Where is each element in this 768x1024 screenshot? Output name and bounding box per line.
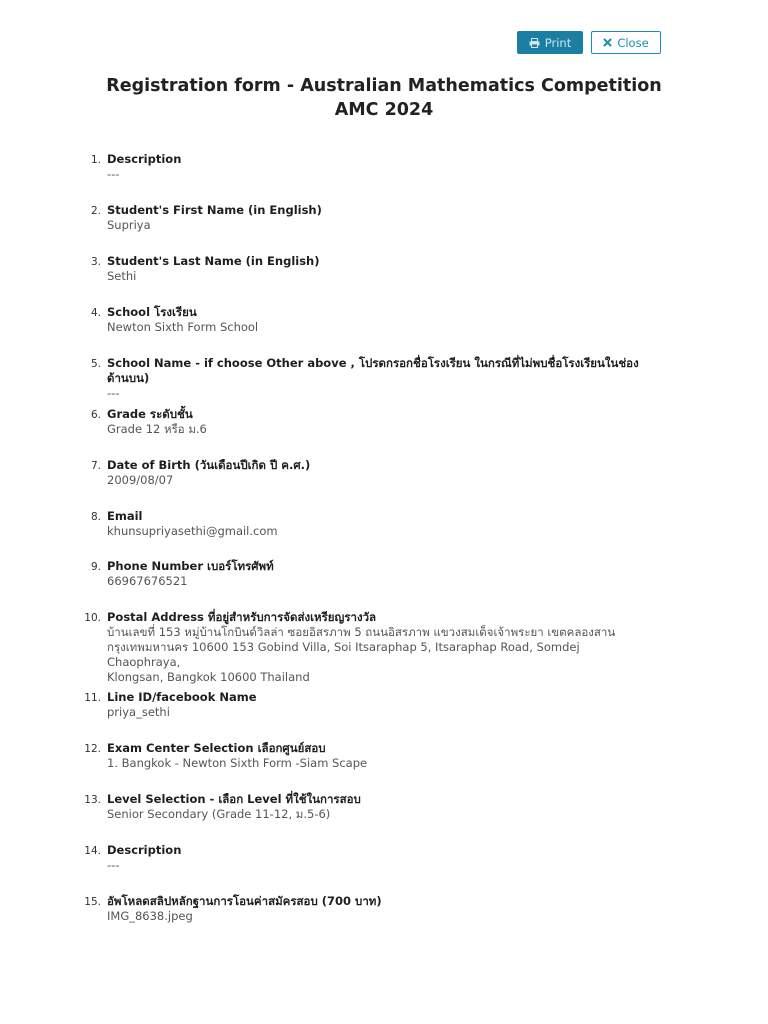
field-item <box>82 203 642 233</box>
field-value: priya_sethi <box>107 705 170 719</box>
field-value: khunsupriyasethi@gmail.com <box>107 524 278 538</box>
field-item <box>82 843 642 873</box>
field-value: Grade 12 หรือ ม.6 <box>107 422 207 436</box>
field-content <box>107 894 642 924</box>
field-content <box>107 458 642 488</box>
field-content <box>107 792 642 822</box>
field-item <box>82 356 642 401</box>
field-label: Grade ระดับชั้น <box>107 407 193 421</box>
field-item <box>82 509 642 539</box>
field-value: --- <box>107 386 120 400</box>
field-value: Supriya <box>107 218 151 232</box>
field-label: Description <box>107 843 182 857</box>
field-label: Line ID/facebook Name <box>107 690 257 704</box>
field-content <box>107 203 642 233</box>
field-value: 2009/08/07 <box>107 473 174 487</box>
field-item <box>82 254 642 284</box>
close-icon <box>603 38 612 47</box>
field-number: 12. <box>84 743 101 755</box>
field-content <box>107 356 642 401</box>
page-title <box>0 74 768 122</box>
field-item <box>82 305 642 335</box>
field-number: 6. <box>90 409 101 421</box>
field-item <box>82 690 642 720</box>
field-value: --- <box>107 167 120 181</box>
field-value: บ้านเลขที่ 153 หมู่บ้านโกบินด์วิลล่า ซอยอิสรภาพ 5 ถนนอิสรภาพ แขวงสมเด็จเจ้าพระยา เขตคลองสาน กรุงเทพมหานคร 10600 153 Gobind Villa, Soi Itsaraphap 5, Itsaraphap Road, Somdej Chaophraya, Klongsan, Bangkok 10600 Thailand <box>107 625 616 684</box>
field-item <box>82 741 642 771</box>
field-number: 3. <box>90 256 101 268</box>
field-number: 15. <box>84 896 101 908</box>
field-value: Sethi <box>107 269 137 283</box>
toolbar <box>517 31 661 54</box>
field-content <box>107 559 642 589</box>
field-label: Postal Address ที่อยู่สำหรับการจัดส่งเหรียญรางวัล <box>107 610 377 624</box>
field-number: 13. <box>84 794 101 806</box>
field-item <box>82 610 642 685</box>
field-number: 2. <box>90 205 101 217</box>
field-number: 14. <box>84 845 101 857</box>
field-label: Student's Last Name (in English) <box>107 254 320 268</box>
field-value: 66967676521 <box>107 574 188 588</box>
field-label: School Name - if choose Other above , โปรดกรอกชื่อโรงเรียน ในกรณีที่ไม่พบชื่อโรงเรียนในช่องด้านบน) <box>107 356 639 385</box>
field-label: Student's First Name (in English) <box>107 203 322 217</box>
field-label: Date of Birth (วันเดือนปีเกิด ปี ค.ศ.) <box>107 458 311 472</box>
field-number: 9. <box>90 561 101 573</box>
printer-icon <box>529 38 540 48</box>
field-label: Email <box>107 509 143 523</box>
field-label: Phone Number เบอร์โทรศัพท์ <box>107 559 274 573</box>
field-label: อัพโหลดสลิปหลักฐานการโอนค่าสมัครสอบ (700 บาท) <box>107 894 382 908</box>
field-number: 4. <box>90 307 101 319</box>
field-content <box>107 509 642 539</box>
field-item <box>82 792 642 822</box>
field-value: Newton Sixth Form School <box>107 320 259 334</box>
field-value: --- <box>107 858 120 872</box>
field-value: Senior Secondary (Grade 11-12, ม.5-6) <box>107 807 331 821</box>
field-number: 1. <box>90 154 101 166</box>
field-content <box>107 610 642 685</box>
field-label: School โรงเรียน <box>107 305 197 319</box>
page-title-line2: AMC 2024 <box>334 100 434 120</box>
field-item <box>82 407 642 437</box>
field-content <box>107 741 642 771</box>
page-title-line1: Registration form - Australian Mathematics Competition <box>106 76 662 96</box>
field-item <box>82 894 642 924</box>
field-label: Level Selection - เลือก Level ที่ใช้ในการสอบ <box>107 792 361 806</box>
field-item <box>82 559 642 589</box>
close-label: Close <box>617 35 649 50</box>
field-item <box>82 152 642 182</box>
field-content <box>107 843 642 873</box>
field-label: Exam Center Selection เลือกศูนย์สอบ <box>107 741 326 755</box>
field-number: 11. <box>84 692 101 704</box>
field-label: Description <box>107 152 182 166</box>
field-number: 10. <box>84 612 101 624</box>
field-content <box>107 152 642 182</box>
field-content <box>107 254 642 284</box>
field-number: 8. <box>90 511 101 523</box>
field-value: IMG_8638.jpeg <box>107 909 193 923</box>
field-content <box>107 407 642 437</box>
close-button[interactable] <box>591 31 661 54</box>
field-value: 1. Bangkok - Newton Sixth Form -Siam Scape <box>107 756 368 770</box>
field-number: 5. <box>90 358 101 370</box>
field-content <box>107 305 642 335</box>
field-number: 7. <box>90 460 101 472</box>
field-item <box>82 458 642 488</box>
field-content <box>107 690 642 720</box>
print-label: Print <box>544 35 572 50</box>
print-button[interactable] <box>517 31 583 54</box>
